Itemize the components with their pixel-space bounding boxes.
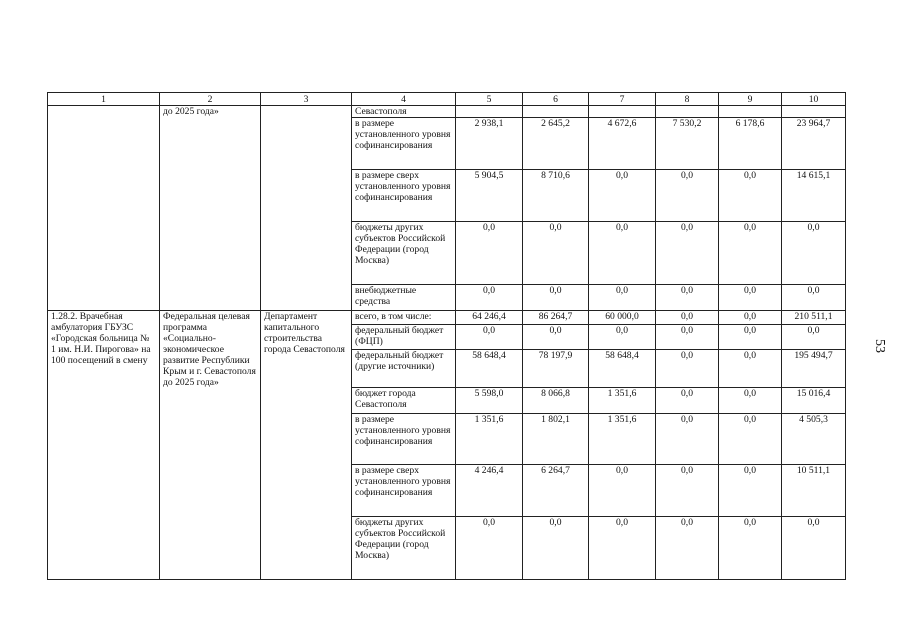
project-name-cell: 1.28.2. Врачебная амбулатория ГБУЗС «Городская больница № 1 им. Н.И. Пирогова» на 100 посещений в смену [48, 311, 160, 580]
value-cell: 0,0 [719, 170, 782, 222]
funding-source-cell: Севастополя [352, 106, 456, 118]
value-cell: 0,0 [656, 465, 719, 517]
table-row [48, 106, 846, 118]
value-cell: 0,0 [589, 285, 656, 311]
value-cell: 0,0 [656, 388, 719, 414]
value-cell: 4 505,3 [782, 414, 846, 465]
header-cell-9: 9 [719, 93, 782, 106]
header-cell-2: 2 [160, 93, 261, 106]
table-body [48, 106, 846, 580]
project-program-cell: Федеральная целевая программа «Социально-экономическое развитие Республики Крым и г. Севастополя до 2025 года» [160, 311, 261, 580]
header-cell-1: 1 [48, 93, 160, 106]
value-cell: 195 494,7 [782, 350, 846, 388]
header-cell-6: 6 [523, 93, 589, 106]
header-cell-4: 4 [352, 93, 456, 106]
value-cell: 6 178,6 [719, 118, 782, 170]
value-cell: 2 645,2 [523, 118, 589, 170]
value-cell: 0,0 [782, 517, 846, 580]
header-cell-5: 5 [456, 93, 523, 106]
funding-source-cell: федеральный бюджет (другие источники) [352, 350, 456, 388]
value-cell: 0,0 [719, 414, 782, 465]
value-cell: 4 672,6 [589, 118, 656, 170]
value-cell [523, 106, 589, 118]
value-cell: 7 530,2 [656, 118, 719, 170]
funding-source-cell: бюджеты других субъектов Российской Федерации (город Москва) [352, 222, 456, 285]
value-cell: 0,0 [719, 311, 782, 325]
value-cell: 0,0 [589, 222, 656, 285]
value-cell: 64 246,4 [456, 311, 523, 325]
value-cell: 1 351,6 [589, 414, 656, 465]
value-cell: 5 904,5 [456, 170, 523, 222]
funding-source-cell: в размере установленного уровня софинансирования [352, 414, 456, 465]
value-cell: 60 000,0 [589, 311, 656, 325]
value-cell [589, 106, 656, 118]
continuation-customer-cell [261, 106, 352, 311]
value-cell: 0,0 [719, 388, 782, 414]
value-cell: 0,0 [782, 325, 846, 350]
project-customer-cell: Департамент капитального строительства города Севастополя [261, 311, 352, 580]
value-cell [456, 106, 523, 118]
value-cell: 14 615,1 [782, 170, 846, 222]
value-cell: 0,0 [656, 285, 719, 311]
value-cell: 0,0 [782, 222, 846, 285]
value-cell: 8 710,6 [523, 170, 589, 222]
value-cell: 0,0 [719, 325, 782, 350]
value-cell: 0,0 [719, 465, 782, 517]
value-cell: 0,0 [719, 517, 782, 580]
value-cell: 0,0 [656, 517, 719, 580]
continuation-program-cell: до 2025 года» [160, 106, 261, 311]
continuation-name-cell [48, 106, 160, 311]
header-cell-7: 7 [589, 93, 656, 106]
value-cell: 78 197,9 [523, 350, 589, 388]
value-cell: 6 264,7 [523, 465, 589, 517]
funding-source-cell: в размере сверх установленного уровня софинансирования [352, 170, 456, 222]
value-cell: 0,0 [523, 285, 589, 311]
value-cell: 0,0 [656, 170, 719, 222]
value-cell: 0,0 [656, 350, 719, 388]
funding-source-cell: в размере сверх установленного уровня софинансирования [352, 465, 456, 517]
value-cell: 0,0 [719, 222, 782, 285]
value-cell [782, 106, 846, 118]
value-cell: 0,0 [589, 325, 656, 350]
value-cell: 0,0 [456, 325, 523, 350]
header-row [48, 93, 846, 106]
value-cell: 0,0 [456, 517, 523, 580]
table-row [48, 311, 846, 325]
funding-source-cell: федеральный бюджет (ФЦП) [352, 325, 456, 350]
value-cell: 0,0 [589, 517, 656, 580]
value-cell: 5 598,0 [456, 388, 523, 414]
value-cell: 0,0 [523, 222, 589, 285]
value-cell: 0,0 [456, 222, 523, 285]
funding-source-cell: в размере установленного уровня софинансирования [352, 118, 456, 170]
header-cell-3: 3 [261, 93, 352, 106]
table-header [48, 93, 846, 106]
value-cell: 10 511,1 [782, 465, 846, 517]
value-cell: 0,0 [589, 465, 656, 517]
value-cell: 0,0 [456, 285, 523, 311]
value-cell: 8 066,8 [523, 388, 589, 414]
value-cell: 58 648,4 [589, 350, 656, 388]
value-cell: 86 264,7 [523, 311, 589, 325]
funding-source-cell: всего, в том числе: [352, 311, 456, 325]
value-cell: 0,0 [656, 222, 719, 285]
value-cell [656, 106, 719, 118]
value-cell: 1 802,1 [523, 414, 589, 465]
value-cell: 1 351,6 [456, 414, 523, 465]
value-cell: 0,0 [589, 170, 656, 222]
value-cell: 1 351,6 [589, 388, 656, 414]
header-cell-8: 8 [656, 93, 719, 106]
value-cell: 58 648,4 [456, 350, 523, 388]
value-cell: 0,0 [656, 414, 719, 465]
funding-source-cell: бюджет города Севастополя [352, 388, 456, 414]
value-cell: 0,0 [523, 325, 589, 350]
value-cell [719, 106, 782, 118]
value-cell: 0,0 [656, 311, 719, 325]
value-cell: 4 246,4 [456, 465, 523, 517]
value-cell: 15 016,4 [782, 388, 846, 414]
funding-source-cell: внебюджетные средства [352, 285, 456, 311]
value-cell: 0,0 [719, 350, 782, 388]
page-number: 53 [872, 339, 887, 353]
value-cell: 0,0 [782, 285, 846, 311]
value-cell: 23 964,7 [782, 118, 846, 170]
header-cell-10: 10 [782, 93, 846, 106]
value-cell: 0,0 [656, 325, 719, 350]
value-cell: 210 511,1 [782, 311, 846, 325]
value-cell: 0,0 [523, 517, 589, 580]
value-cell: 2 938,1 [456, 118, 523, 170]
funding-source-cell: бюджеты других субъектов Российской Федерации (город Москва) [352, 517, 456, 580]
value-cell: 0,0 [719, 285, 782, 311]
budget-table [47, 92, 846, 580]
